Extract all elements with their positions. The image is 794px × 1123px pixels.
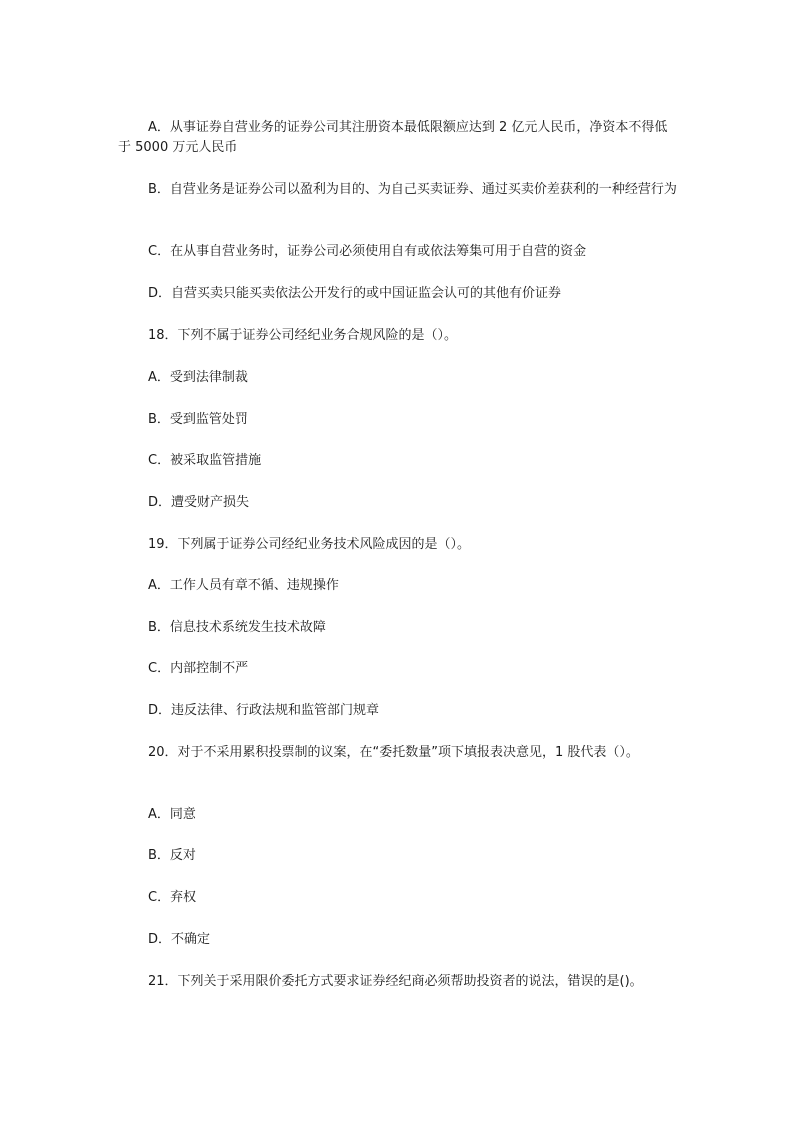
q18-option-c: C．被采取监管措施 [148,453,262,468]
question-20: 20．对于不采用累积投票制的议案，在“委托数量”项下填报表决意见，1 股代表（）。 [148,745,639,760]
q19-option-b: B．信息技术系统发生技术故障 [148,620,326,635]
q18-option-d: D．遭受财产损失 [148,495,250,510]
q20-option-b: B．反对 [148,848,196,863]
q17-option-b: B．自营业务是证券公司以盈利为目的、为自己买卖证券、通过买卖价差获利的一种经营行为 [148,182,677,197]
q18-option-b: B．受到监管处罚 [148,412,248,427]
q17-option-c: C．在从事自营业务时，证券公司必须使用自有或依法筹集可用于自营的资金 [148,244,587,259]
question-19: 19．下列属于证券公司经纪业务技术风险成因的是（）。 [148,537,471,552]
q20-option-a: A．同意 [148,807,196,822]
q18-option-a: A．受到法律制裁 [148,370,248,385]
question-21: 21．下列关于采用限价委托方式要求证券经纪商必须帮助投资者的说法，错误的是()。 [148,974,643,989]
q17-option-d: D．自营买卖只能买卖依法公开发行的或中国证监会认可的其他有价证券 [148,286,562,301]
q17-option-a: A．从事证券自营业务的证券公司其注册资本最低限额应达到 2 亿元人民币，净资本不得低于 5000 万元人民币 [118,120,668,155]
q19-option-c: C．内部控制不严 [148,661,249,676]
question-18: 18．下列不属于证券公司经纪业务合规风险的是（）。 [148,328,458,343]
q19-option-a: A．工作人员有章不循、违规操作 [148,578,339,593]
q20-option-d: D．不确定 [148,932,211,947]
q20-option-c: C．弃权 [148,890,197,905]
q19-option-d: D．违反法律、行政法规和监管部门规章 [148,703,380,718]
